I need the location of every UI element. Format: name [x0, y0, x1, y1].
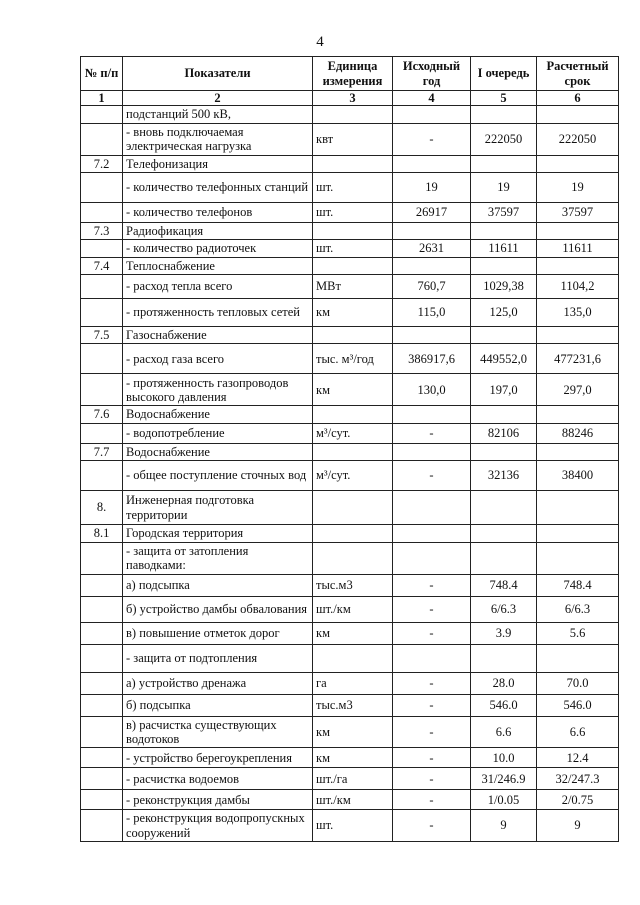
table-row: [81, 344, 619, 374]
indicator-name: а) устройство дренажа: [123, 672, 313, 694]
first-stage-value: 449552,0: [471, 344, 537, 374]
indicator-name: - количество радиоточек: [123, 240, 313, 257]
table-row: [81, 423, 619, 443]
first-stage-value: [471, 644, 537, 672]
header-unit: Единица измерения: [313, 57, 393, 91]
table-row: [81, 202, 619, 222]
first-stage-value: [471, 106, 537, 123]
table-row: [81, 299, 619, 327]
unit-cell: [313, 155, 393, 172]
row-number: 8.1: [81, 525, 123, 542]
first-stage-value: [471, 525, 537, 542]
base-year-value: [393, 644, 471, 672]
unit-cell: км: [313, 622, 393, 644]
base-year-value: -: [393, 622, 471, 644]
unit-cell: км: [313, 716, 393, 748]
header-number: № п/п: [81, 57, 123, 91]
table-row: [81, 790, 619, 810]
indicator-name: Инженерная подготовка территории: [123, 491, 313, 525]
final-term-value: [537, 491, 619, 525]
page-number: 4: [316, 34, 324, 50]
base-year-value: -: [393, 810, 471, 842]
row-number: [81, 790, 123, 810]
indicator-name: Телефонизация: [123, 155, 313, 172]
indicator-name: Газоснабжение: [123, 327, 313, 344]
final-term-value: [537, 542, 619, 574]
row-number: [81, 672, 123, 694]
unit-cell: [313, 525, 393, 542]
final-term-value: [537, 525, 619, 542]
table-row: [81, 172, 619, 202]
first-stage-value: 10.0: [471, 748, 537, 768]
final-term-value: 19: [537, 172, 619, 202]
table-row: [81, 574, 619, 596]
base-year-value: [393, 222, 471, 239]
row-number: [81, 574, 123, 596]
indicator-name: - расчистка водоемов: [123, 768, 313, 790]
first-stage-value: 28.0: [471, 672, 537, 694]
final-term-value: 37597: [537, 202, 619, 222]
first-stage-value: 6/6.3: [471, 596, 537, 622]
final-term-value: 11611: [537, 240, 619, 257]
header-indicators: Показатели: [123, 57, 313, 91]
unit-cell: МВт: [313, 275, 393, 299]
unit-cell: тыс. м³/год: [313, 344, 393, 374]
table-row: [81, 257, 619, 274]
table-row: [81, 123, 619, 155]
row-number: [81, 596, 123, 622]
row-number: [81, 123, 123, 155]
first-stage-value: 125,0: [471, 299, 537, 327]
row-number: [81, 299, 123, 327]
final-term-value: [537, 327, 619, 344]
base-year-value: [393, 327, 471, 344]
table-row: [81, 716, 619, 748]
base-year-value: 760,7: [393, 275, 471, 299]
row-number: [81, 275, 123, 299]
first-stage-value: 11611: [471, 240, 537, 257]
row-number: 7.2: [81, 155, 123, 172]
base-year-value: [393, 406, 471, 423]
first-stage-value: 197,0: [471, 374, 537, 406]
base-year-value: -: [393, 574, 471, 596]
row-number: [81, 106, 123, 123]
base-year-value: -: [393, 596, 471, 622]
table-body: [81, 106, 619, 842]
unit-cell: квт: [313, 123, 393, 155]
row-number: 7.6: [81, 406, 123, 423]
row-number: [81, 622, 123, 644]
header-base-year: Исходный год: [393, 57, 471, 91]
row-number: [81, 810, 123, 842]
row-number: [81, 644, 123, 672]
base-year-value: [393, 155, 471, 172]
table-row: [81, 461, 619, 491]
final-term-value: [537, 155, 619, 172]
table-row: [81, 327, 619, 344]
row-number: [81, 716, 123, 748]
final-term-value: 222050: [537, 123, 619, 155]
first-stage-value: 6.6: [471, 716, 537, 748]
unit-cell: шт.: [313, 810, 393, 842]
base-year-value: -: [393, 790, 471, 810]
final-term-value: [537, 406, 619, 423]
final-term-value: 5.6: [537, 622, 619, 644]
base-year-value: -: [393, 768, 471, 790]
unit-cell: м³/сут.: [313, 423, 393, 443]
base-year-value: [393, 443, 471, 460]
unit-cell: [313, 443, 393, 460]
table-row: [81, 491, 619, 525]
base-year-value: -: [393, 694, 471, 716]
base-year-value: 115,0: [393, 299, 471, 327]
unit-cell: [313, 542, 393, 574]
first-stage-value: 3.9: [471, 622, 537, 644]
table-row: [81, 748, 619, 768]
base-year-value: -: [393, 423, 471, 443]
unit-cell: [313, 644, 393, 672]
indicator-name: - вновь подключаемая электрическая нагрузка: [123, 123, 313, 155]
row-number: [81, 172, 123, 202]
table-row: [81, 406, 619, 423]
final-term-value: 297,0: [537, 374, 619, 406]
base-year-value: -: [393, 123, 471, 155]
unit-cell: шт./га: [313, 768, 393, 790]
final-term-value: 12.4: [537, 748, 619, 768]
row-number: [81, 202, 123, 222]
row-number: [81, 768, 123, 790]
unit-cell: [313, 106, 393, 123]
unit-cell: км: [313, 374, 393, 406]
indicator-name: Радиофикация: [123, 222, 313, 239]
row-number: [81, 461, 123, 491]
first-stage-value: 222050: [471, 123, 537, 155]
base-year-value: -: [393, 748, 471, 768]
row-number: 7.4: [81, 257, 123, 274]
unit-cell: тыс.м3: [313, 694, 393, 716]
indicators-table: [80, 56, 619, 842]
table-row: [81, 275, 619, 299]
first-stage-value: 82106: [471, 423, 537, 443]
indicator-name: - реконструкция водопропускных сооружений: [123, 810, 313, 842]
final-term-value: 546.0: [537, 694, 619, 716]
base-year-value: -: [393, 672, 471, 694]
final-term-value: 748.4: [537, 574, 619, 596]
table-row: [81, 443, 619, 460]
base-year-value: 19: [393, 172, 471, 202]
first-stage-value: 37597: [471, 202, 537, 222]
base-year-value: -: [393, 461, 471, 491]
header-first-stage: I очередь: [471, 57, 537, 91]
base-year-value: 386917,6: [393, 344, 471, 374]
final-term-value: [537, 257, 619, 274]
table-row: [81, 240, 619, 257]
indicator-name: - протяженность газопроводов высокого давления: [123, 374, 313, 406]
table-row: [81, 768, 619, 790]
indicator-name: - общее поступление сточных вод: [123, 461, 313, 491]
final-term-value: 88246: [537, 423, 619, 443]
indicator-name: - водопотребление: [123, 423, 313, 443]
base-year-value: [393, 525, 471, 542]
indicator-name: а) подсыпка: [123, 574, 313, 596]
unit-cell: шт./км: [313, 596, 393, 622]
indicator-name: б) подсыпка: [123, 694, 313, 716]
column-number: 4: [393, 91, 471, 106]
column-number: 2: [123, 91, 313, 106]
unit-cell: шт.: [313, 240, 393, 257]
first-stage-value: [471, 491, 537, 525]
unit-cell: км: [313, 748, 393, 768]
row-number: 7.5: [81, 327, 123, 344]
table-row: [81, 374, 619, 406]
unit-cell: га: [313, 672, 393, 694]
unit-cell: тыс.м3: [313, 574, 393, 596]
base-year-value: -: [393, 716, 471, 748]
column-number: 1: [81, 91, 123, 106]
first-stage-value: 19: [471, 172, 537, 202]
indicator-name: - устройство берегоукрепления: [123, 748, 313, 768]
first-stage-value: 32136: [471, 461, 537, 491]
row-number: [81, 542, 123, 574]
final-term-value: 477231,6: [537, 344, 619, 374]
unit-cell: шт.: [313, 202, 393, 222]
unit-cell: шт./км: [313, 790, 393, 810]
first-stage-value: [471, 155, 537, 172]
base-year-value: [393, 257, 471, 274]
unit-cell: м³/сут.: [313, 461, 393, 491]
table-row: [81, 810, 619, 842]
table-row: [81, 622, 619, 644]
table-row: [81, 672, 619, 694]
final-term-value: [537, 222, 619, 239]
base-year-value: [393, 491, 471, 525]
table-row: [81, 106, 619, 123]
column-number: 5: [471, 91, 537, 106]
row-number: 8.: [81, 491, 123, 525]
column-number: 3: [313, 91, 393, 106]
table-row: [81, 542, 619, 574]
table-header-row: [81, 57, 619, 91]
first-stage-value: 9: [471, 810, 537, 842]
first-stage-value: [471, 406, 537, 423]
table-row: [81, 596, 619, 622]
final-term-value: 6/6.3: [537, 596, 619, 622]
indicator-name: - количество телефонов: [123, 202, 313, 222]
first-stage-value: 546.0: [471, 694, 537, 716]
column-numbers-row: [81, 91, 619, 106]
row-number: 7.3: [81, 222, 123, 239]
final-term-value: 9: [537, 810, 619, 842]
indicator-name: Городская территория: [123, 525, 313, 542]
base-year-value: [393, 542, 471, 574]
column-number: 6: [537, 91, 619, 106]
table-row: [81, 644, 619, 672]
indicator-name: Теплоснабжение: [123, 257, 313, 274]
final-term-value: 1104,2: [537, 275, 619, 299]
unit-cell: км: [313, 299, 393, 327]
row-number: [81, 423, 123, 443]
row-number: [81, 344, 123, 374]
first-stage-value: [471, 542, 537, 574]
unit-cell: [313, 257, 393, 274]
indicator-name: в) повышение отметок дорог: [123, 622, 313, 644]
unit-cell: [313, 406, 393, 423]
final-term-value: [537, 106, 619, 123]
header-final-term: Расчетный срок: [537, 57, 619, 91]
unit-cell: [313, 327, 393, 344]
row-number: [81, 748, 123, 768]
indicator-name: - протяженность тепловых сетей: [123, 299, 313, 327]
indicator-name: в) расчистка существующих водотоков: [123, 716, 313, 748]
unit-cell: [313, 222, 393, 239]
indicator-name: - расход тепла всего: [123, 275, 313, 299]
first-stage-value: [471, 257, 537, 274]
table-row: [81, 155, 619, 172]
base-year-value: [393, 106, 471, 123]
indicator-name: б) устройство дамбы обвалования: [123, 596, 313, 622]
final-term-value: 38400: [537, 461, 619, 491]
final-term-value: 32/247.3: [537, 768, 619, 790]
indicator-name: - реконструкция дамбы: [123, 790, 313, 810]
indicator-name: Водоснабжение: [123, 443, 313, 460]
final-term-value: 70.0: [537, 672, 619, 694]
row-number: [81, 374, 123, 406]
first-stage-value: [471, 443, 537, 460]
indicator-name: подстанций 500 кВ,: [123, 106, 313, 123]
base-year-value: 2631: [393, 240, 471, 257]
indicator-name: - защита от затопления паводками:: [123, 542, 313, 574]
unit-cell: [313, 491, 393, 525]
table-row: [81, 694, 619, 716]
first-stage-value: 1029,38: [471, 275, 537, 299]
indicator-name: - расход газа всего: [123, 344, 313, 374]
final-term-value: [537, 443, 619, 460]
indicator-name: - количество телефонных станций: [123, 172, 313, 202]
base-year-value: 26917: [393, 202, 471, 222]
unit-cell: шт.: [313, 172, 393, 202]
indicator-name: - защита от подтопления: [123, 644, 313, 672]
final-term-value: 135,0: [537, 299, 619, 327]
first-stage-value: 748.4: [471, 574, 537, 596]
table-row: [81, 525, 619, 542]
base-year-value: 130,0: [393, 374, 471, 406]
row-number: 7.7: [81, 443, 123, 460]
row-number: [81, 240, 123, 257]
final-term-value: 6.6: [537, 716, 619, 748]
first-stage-value: 1/0.05: [471, 790, 537, 810]
first-stage-value: [471, 222, 537, 239]
table-row: [81, 222, 619, 239]
indicator-name: Водоснабжение: [123, 406, 313, 423]
final-term-value: [537, 644, 619, 672]
first-stage-value: 31/246.9: [471, 768, 537, 790]
final-term-value: 2/0.75: [537, 790, 619, 810]
row-number: [81, 694, 123, 716]
first-stage-value: [471, 327, 537, 344]
